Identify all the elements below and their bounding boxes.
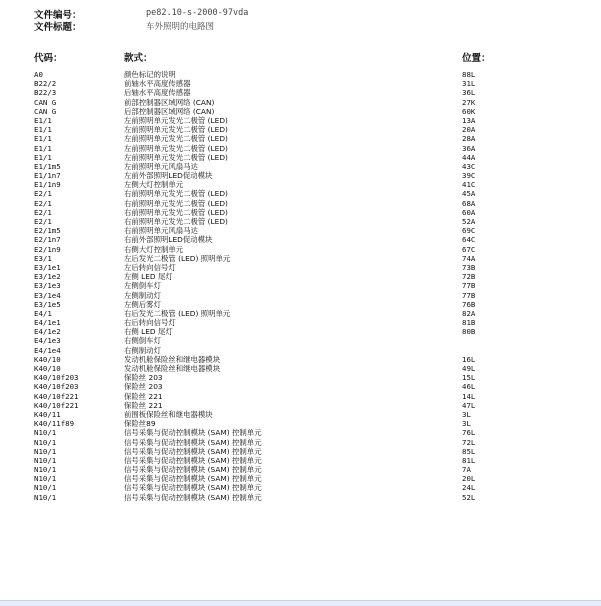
component-code: K40/11f89: [34, 419, 75, 429]
table-row: [0, 199, 601, 208]
table-row: [0, 493, 601, 502]
table-row: [0, 428, 601, 437]
component-position: 60K: [462, 106, 476, 116]
component-description: 右前照明单元风扇马达: [124, 226, 198, 236]
component-description: 左前照明单元发光二极管 (LED): [124, 134, 228, 144]
component-position: 72B: [462, 272, 476, 282]
table-row: [0, 456, 601, 465]
component-description: 前部控制器区域网络 (CAN): [124, 97, 215, 107]
component-code: E2/1: [34, 198, 52, 208]
table-row: [0, 88, 601, 97]
component-code: N10/1: [34, 492, 57, 502]
component-code: N10/1: [34, 474, 57, 484]
component-position: 88L: [462, 70, 476, 79]
component-description: 发动机舱保险丝和继电器模块: [124, 354, 221, 364]
component-position: 27K: [462, 97, 476, 107]
component-position: 3L: [462, 419, 471, 429]
component-code: E3/1e4: [34, 290, 61, 300]
component-description: 左侧倒车灯: [124, 281, 161, 291]
component-description: 后轴水平高度传感器: [124, 88, 191, 98]
component-code: E1/1: [34, 152, 52, 162]
component-code: E3/1e5: [34, 299, 61, 309]
table-row: [0, 208, 601, 217]
component-description: 左侧制动灯: [124, 290, 161, 300]
bottom-scroll-strip: [0, 600, 601, 606]
component-position: 45A: [462, 189, 476, 199]
component-code: E3/1e1: [34, 262, 61, 272]
table-row: [0, 483, 601, 492]
component-description: 右前照明单元发光二极管 (LED): [124, 198, 228, 208]
component-description: 保险丝 221: [124, 400, 163, 410]
component-position: 60A: [462, 207, 476, 217]
component-code: E4/1: [34, 308, 52, 318]
component-description: 信号采集与促动控制模块 (SAM) 控制单元: [124, 446, 262, 456]
component-description: 保险丝89: [124, 419, 156, 429]
component-position: 41C: [462, 180, 476, 190]
component-description: 右侧 LED 尾灯: [124, 327, 173, 337]
component-description: 左前照明单元发光二极管 (LED): [124, 143, 228, 153]
component-description: 保险丝 203: [124, 382, 163, 392]
component-position: 36A: [462, 143, 476, 153]
component-position: 85L: [462, 446, 476, 456]
table-row: [0, 235, 601, 244]
file-title-value: 车外照明的电路图: [146, 22, 215, 32]
component-code: K40/11: [34, 409, 61, 419]
component-code: N10/1: [34, 437, 57, 447]
column-header-position: 位置：: [462, 53, 491, 64]
component-position: 36L: [462, 88, 476, 98]
component-position: 7A: [462, 465, 471, 475]
component-code: E3/1: [34, 253, 52, 263]
component-description: 右前照明单元发光二极管 (LED): [124, 189, 228, 199]
component-description: 左前照明单元发光二极管 (LED): [124, 125, 228, 135]
component-description: 左前照明单元发光二极管 (LED): [124, 152, 228, 162]
component-code: E1/1: [34, 115, 52, 125]
component-position: 20L: [462, 474, 476, 484]
table-row: [0, 79, 601, 88]
component-code: K40/10f221: [34, 391, 79, 401]
component-code: N10/1: [34, 455, 57, 465]
component-description: 右前照明单元发光二极管 (LED): [124, 217, 228, 226]
component-description: 前围板保险丝和继电器模块: [124, 409, 213, 419]
component-position: 28A: [462, 134, 476, 144]
table-row: [0, 180, 601, 189]
table-row: [0, 70, 601, 79]
component-description: 左前照明单元发光二极管 (LED): [124, 115, 228, 125]
component-code: K40/10: [34, 364, 61, 373]
table-row: [0, 382, 601, 391]
component-position: 74A: [462, 253, 476, 263]
component-code: E4/1e4: [34, 345, 61, 355]
component-description: 信号采集与促动控制模块 (SAM) 控制单元: [124, 474, 262, 484]
file-title-label: 文件标题：: [34, 22, 82, 33]
component-code: E2/1: [34, 189, 52, 199]
component-code: CAN G: [34, 106, 57, 116]
component-position: 39C: [462, 171, 476, 181]
table-row: [0, 107, 601, 116]
component-description: 左后转向信号灯: [124, 262, 176, 272]
component-description: 左后发光二极管 (LED) 照明单元: [124, 253, 231, 263]
component-description: 信号采集与促动控制模块 (SAM) 控制单元: [124, 465, 262, 475]
component-position: 49L: [462, 364, 476, 373]
component-code: B22/3: [34, 88, 57, 98]
component-position: 52L: [462, 492, 476, 502]
component-code: N10/1: [34, 465, 57, 475]
component-description: 左侧 LED 尾灯: [124, 272, 173, 282]
table-row: [0, 125, 601, 134]
table-row: [0, 309, 601, 318]
table-row: [0, 465, 601, 474]
component-code: E2/1: [34, 217, 52, 226]
table-row: [0, 263, 601, 272]
component-description: 右前外部照明LED促动模块: [124, 235, 213, 245]
component-description: 右后转向信号灯: [124, 318, 176, 328]
component-description: 右侧倒车灯: [124, 336, 161, 346]
table-row: [0, 134, 601, 143]
component-code: E2/1n9: [34, 244, 61, 254]
component-position: 77B: [462, 281, 476, 291]
component-description: 信号采集与促动控制模块 (SAM) 控制单元: [124, 437, 262, 447]
component-description: 保险丝 221: [124, 391, 163, 401]
component-code: E4/1e1: [34, 318, 61, 328]
component-code: E2/1: [34, 207, 52, 217]
component-position: 16L: [462, 354, 476, 364]
table-row: [0, 171, 601, 180]
table-row: [0, 364, 601, 373]
table-row: [0, 162, 601, 171]
component-description: 左侧大灯控制单元: [124, 180, 184, 190]
component-code: E1/1n9: [34, 180, 61, 190]
component-description: 右后发光二极管 (LED) 照明单元: [124, 308, 231, 318]
column-header-code: 代码：: [34, 53, 63, 64]
component-description: 后部控制器区域网络 (CAN): [124, 106, 215, 116]
component-description: 保险丝 203: [124, 373, 163, 383]
component-description: 前轴水平高度传感器: [124, 79, 191, 89]
component-code: K40/10f203: [34, 373, 79, 383]
component-code: E1/1n7: [34, 171, 61, 181]
component-position: 31L: [462, 79, 476, 89]
component-position: 76B: [462, 299, 476, 309]
file-number-value: pe82.10-s-2000-97vda: [146, 8, 249, 18]
component-position: 67C: [462, 244, 476, 254]
table-row: [0, 327, 601, 336]
table-row: [0, 474, 601, 483]
component-position: 69C: [462, 226, 476, 236]
component-description: 信号采集与促动控制模块 (SAM) 控制单元: [124, 492, 262, 502]
component-code: E1/1: [34, 134, 52, 144]
component-position: 43C: [462, 161, 476, 171]
component-description: 发动机舱保险丝和继电器模块: [124, 364, 221, 373]
component-description: 右前照明单元发光二极管 (LED): [124, 207, 228, 217]
component-position: 81B: [462, 318, 476, 328]
component-code: E3/1e3: [34, 281, 61, 291]
table-row: [0, 217, 601, 226]
table-row: [0, 373, 601, 382]
component-code: CAN G: [34, 97, 57, 107]
component-position: 14L: [462, 391, 476, 401]
table-row: [0, 392, 601, 401]
component-code: A0: [34, 70, 43, 79]
component-code: E1/1m5: [34, 161, 61, 171]
component-code: E4/1e3: [34, 336, 61, 346]
component-description: 颜色标记的说明: [124, 70, 176, 79]
table-row: [0, 254, 601, 263]
component-description: 信号采集与促动控制模块 (SAM) 控制单元: [124, 428, 262, 438]
component-code: E2/1n7: [34, 235, 61, 245]
component-position: 46L: [462, 382, 476, 392]
table-row: [0, 419, 601, 428]
component-code: N10/1: [34, 428, 57, 438]
table-row: [0, 116, 601, 125]
component-description: 右侧制动灯: [124, 345, 161, 355]
table-row: [0, 318, 601, 327]
file-number-label: 文件编号：: [34, 10, 82, 21]
component-code: K40/10f203: [34, 382, 79, 392]
component-position: 15L: [462, 373, 476, 383]
component-code: E3/1e2: [34, 272, 61, 282]
table-row: [0, 281, 601, 290]
column-header-description: 款式：: [124, 53, 153, 64]
component-description: 右侧大灯控制单元: [124, 244, 184, 254]
table-row: [0, 355, 601, 364]
component-table: [0, 70, 601, 502]
table-row: [0, 226, 601, 235]
component-position: 77B: [462, 290, 476, 300]
component-description: 左侧后雾灯: [124, 299, 161, 309]
component-position: 44A: [462, 152, 476, 162]
component-position: 20A: [462, 125, 476, 135]
component-code: E4/1e2: [34, 327, 61, 337]
component-code: E1/1: [34, 143, 52, 153]
table-row: [0, 272, 601, 281]
table-row: [0, 336, 601, 345]
table-row: [0, 401, 601, 410]
component-position: 73B: [462, 262, 476, 272]
component-position: 47L: [462, 400, 476, 410]
component-position: 68A: [462, 198, 476, 208]
component-description: 信号采集与促动控制模块 (SAM) 控制单元: [124, 483, 262, 493]
component-position: 24L: [462, 483, 476, 493]
component-position: 80B: [462, 327, 476, 337]
component-description: 信号采集与促动控制模块 (SAM) 控制单元: [124, 455, 262, 465]
component-position: 72L: [462, 437, 476, 447]
component-code: K40/10f221: [34, 400, 79, 410]
component-description: 左前照明单元风扇马达: [124, 161, 198, 171]
component-position: 52A: [462, 217, 476, 226]
component-position: 76L: [462, 428, 476, 438]
table-row: [0, 291, 601, 300]
table-row: [0, 447, 601, 456]
component-position: 64C: [462, 235, 476, 245]
component-code: B22/2: [34, 79, 57, 89]
table-row: [0, 346, 601, 355]
component-code: E1/1: [34, 125, 52, 135]
table-row: [0, 438, 601, 447]
table-row: [0, 410, 601, 419]
table-row: [0, 300, 601, 309]
component-position: 13A: [462, 115, 476, 125]
component-code: K40/10: [34, 354, 61, 364]
component-position: 82A: [462, 308, 476, 318]
table-row: [0, 98, 601, 107]
table-row: [0, 153, 601, 162]
component-code: N10/1: [34, 483, 57, 493]
table-row: [0, 245, 601, 254]
component-code: N10/1: [34, 446, 57, 456]
table-row: [0, 144, 601, 153]
table-row: [0, 189, 601, 198]
component-position: 3L: [462, 409, 471, 419]
component-code: E2/1m5: [34, 226, 61, 236]
component-position: 81L: [462, 455, 476, 465]
component-description: 左前外部照明LED促动模块: [124, 171, 213, 181]
